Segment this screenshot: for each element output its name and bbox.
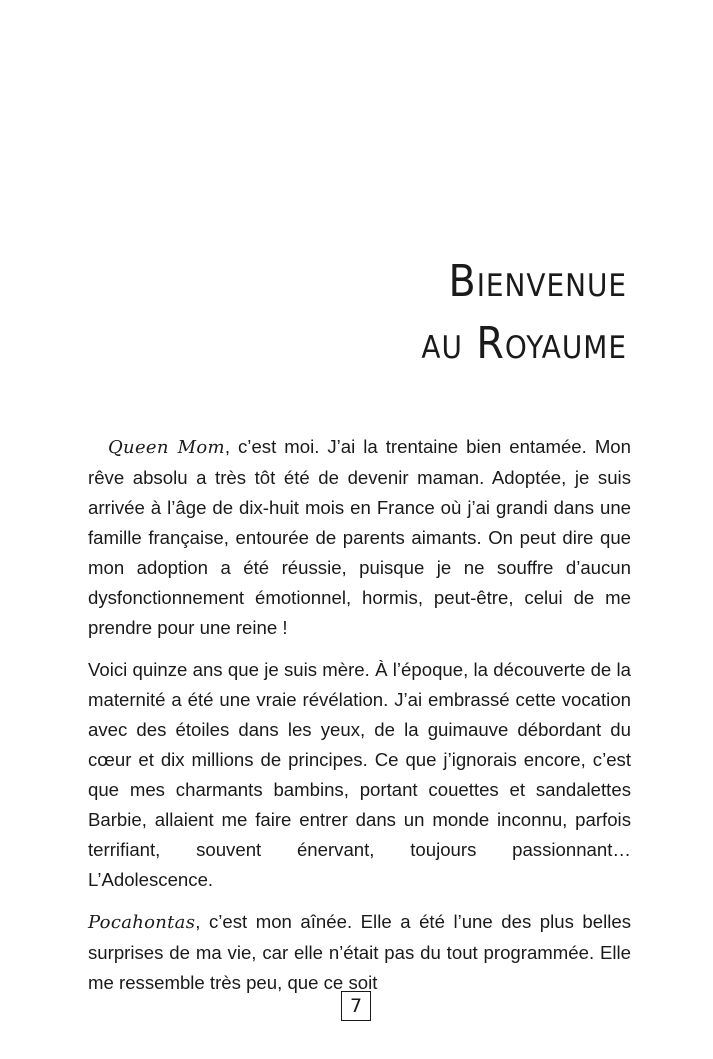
paragraph-1 [88,432,631,643]
character-name-queen-mom: Queen Mom [108,437,225,458]
chapter-title-line-2: au Royaume [421,318,627,370]
body-text [88,432,631,1010]
page-number: 7 [341,991,371,1021]
chapter-title-line-1: Bienvenue [448,256,627,308]
character-name-pocahontas: Pocahontas [88,912,196,933]
paragraph-2-text: Voici quinze ans que je suis mère. À l’époque, la découverte de la maternité a été une vraie révélation. J’ai embrassé cette vocation avec des étoiles dans les yeux, de la guimauve débordant du cœur et dix millions de principes. Ce que j’ignorais encore, c’est que mes charmants bambins, portant couettes et sandalettes Barbie, allaient me faire entrer dans un monde inconnu, parfois terrifiant, souvent énervant, toujours passionnant… L’Adolescence. [88,659,631,890]
paragraph-1-text: , c’est moi. J’ai la trentaine bien entamée. Mon rêve absolu a très tôt été de devenir maman. Adoptée, je suis arrivée à l’âge de dix-huit mois en France où j’ai grandi dans une famille française, entourée de parents aimants. On peut dire que mon adoption a été réussie, puisque je ne souffre d’aucun dysfonctionnement émotionnel, hormis, peut-être, celui de me prendre pour une reine ! [88,436,631,638]
paragraph-3-text: , c’est mon aînée. Elle a été l’une des plus belles surprises de ma vie, car elle n’était pas du tout programmée. Elle me ressemble très peu, que ce soit [88,911,631,993]
paragraph-2 [88,655,631,895]
paragraph-3 [88,907,631,998]
chapter-title [421,251,627,375]
